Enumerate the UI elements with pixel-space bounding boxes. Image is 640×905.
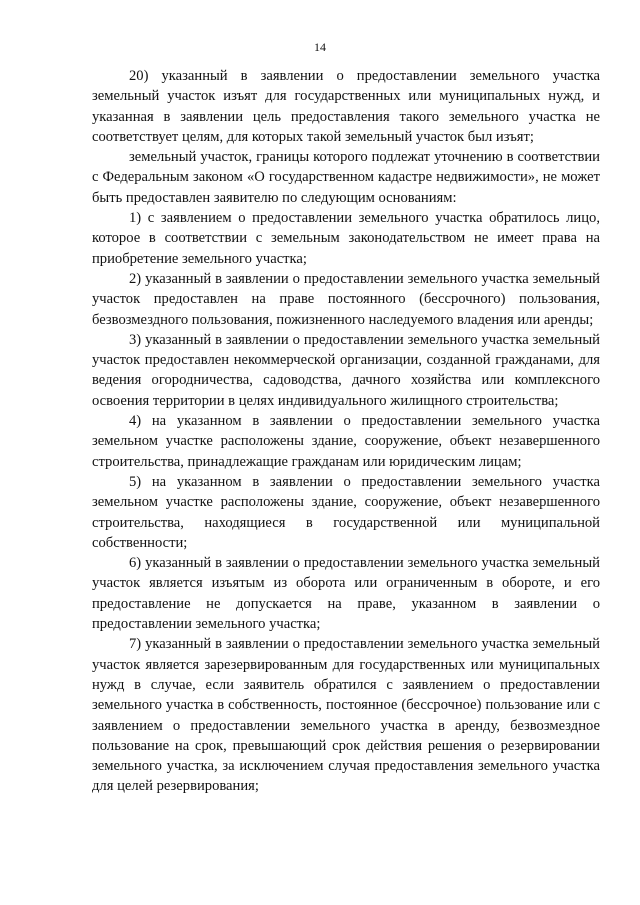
paragraph-grounds-intro: земельный участок, границы которого подлежат уточнению в соответствии с Федеральным законом «О государственном кадастре недвижимости», не может быть предоставлен заявителю по следующим основаниям: [92, 149, 600, 206]
paragraph-item-4: 4) на указанном в заявлении о предоставлении земельного участка земельном участке расположены здание, сооружение, объект незавершенного строительства, принадлежащие гражданам или юридическим лицам; [92, 413, 600, 470]
paragraph-item-6: 6) указанный в заявлении о предоставлении земельного участка земельный участок является изъятым из оборота или ограниченным в обороте, и его предоставление не допускается на праве, указанном в заявлении о предоставлении земельного участка; [92, 555, 600, 633]
paragraph-item-3: 3) указанный в заявлении о предоставлении земельного участка земельный участок предоставлен некоммерческой организации, созданной гражданами, для ведения огородничества, садоводства, дачного хозяйства или комплексного освоения территории в целях индивидуального жилищного строительства; [92, 331, 600, 409]
paragraph-item-1: 1) с заявлением о предоставлении земельного участка обратилось лицо, которое в соответствии с земельным законодательством не имеет права на приобретение земельного участка; [92, 210, 600, 267]
page-number: 14 [314, 40, 326, 54]
paragraph-item-5: 5) на указанном в заявлении о предоставлении земельного участка земельном участке расположены здание, сооружение, объект незавершенного строительства, находящиеся в государственной или муниципальной собственности; [92, 473, 600, 551]
paragraph-item-7: 7) указанный в заявлении о предоставлении земельного участка земельный участок является зарезервированным для государственных или муниципальных нужд в случае, если заявитель обратился с заявлением о предоставлении земельного участка в собственность, постоянное (бессрочное) пользование или с заявлением о предоставлении земельного участка в аренду, безвозмездное пользование на срок, превышающий срок действия решения о резервировании земельного участка, за исключением случая предоставления земельного участка для целей резервирования; [92, 636, 600, 795]
paragraph-item-20: 20) указанный в заявлении о предоставлении земельного участка земельный участок изъят для государственных или муниципальных нужд, и указанная в заявлении цель предоставления такого земельного участка не соответствует целям, для которых такой земельный участок был изъят; [92, 68, 600, 145]
paragraph-item-2: 2) указанный в заявлении о предоставлении земельного участка земельный участок предоставлен на праве постоянного (бессрочного) пользования, безвозмездного пользования, пожизненного наследуемого владения или аренды; [92, 270, 600, 328]
document-body [92, 66, 600, 797]
